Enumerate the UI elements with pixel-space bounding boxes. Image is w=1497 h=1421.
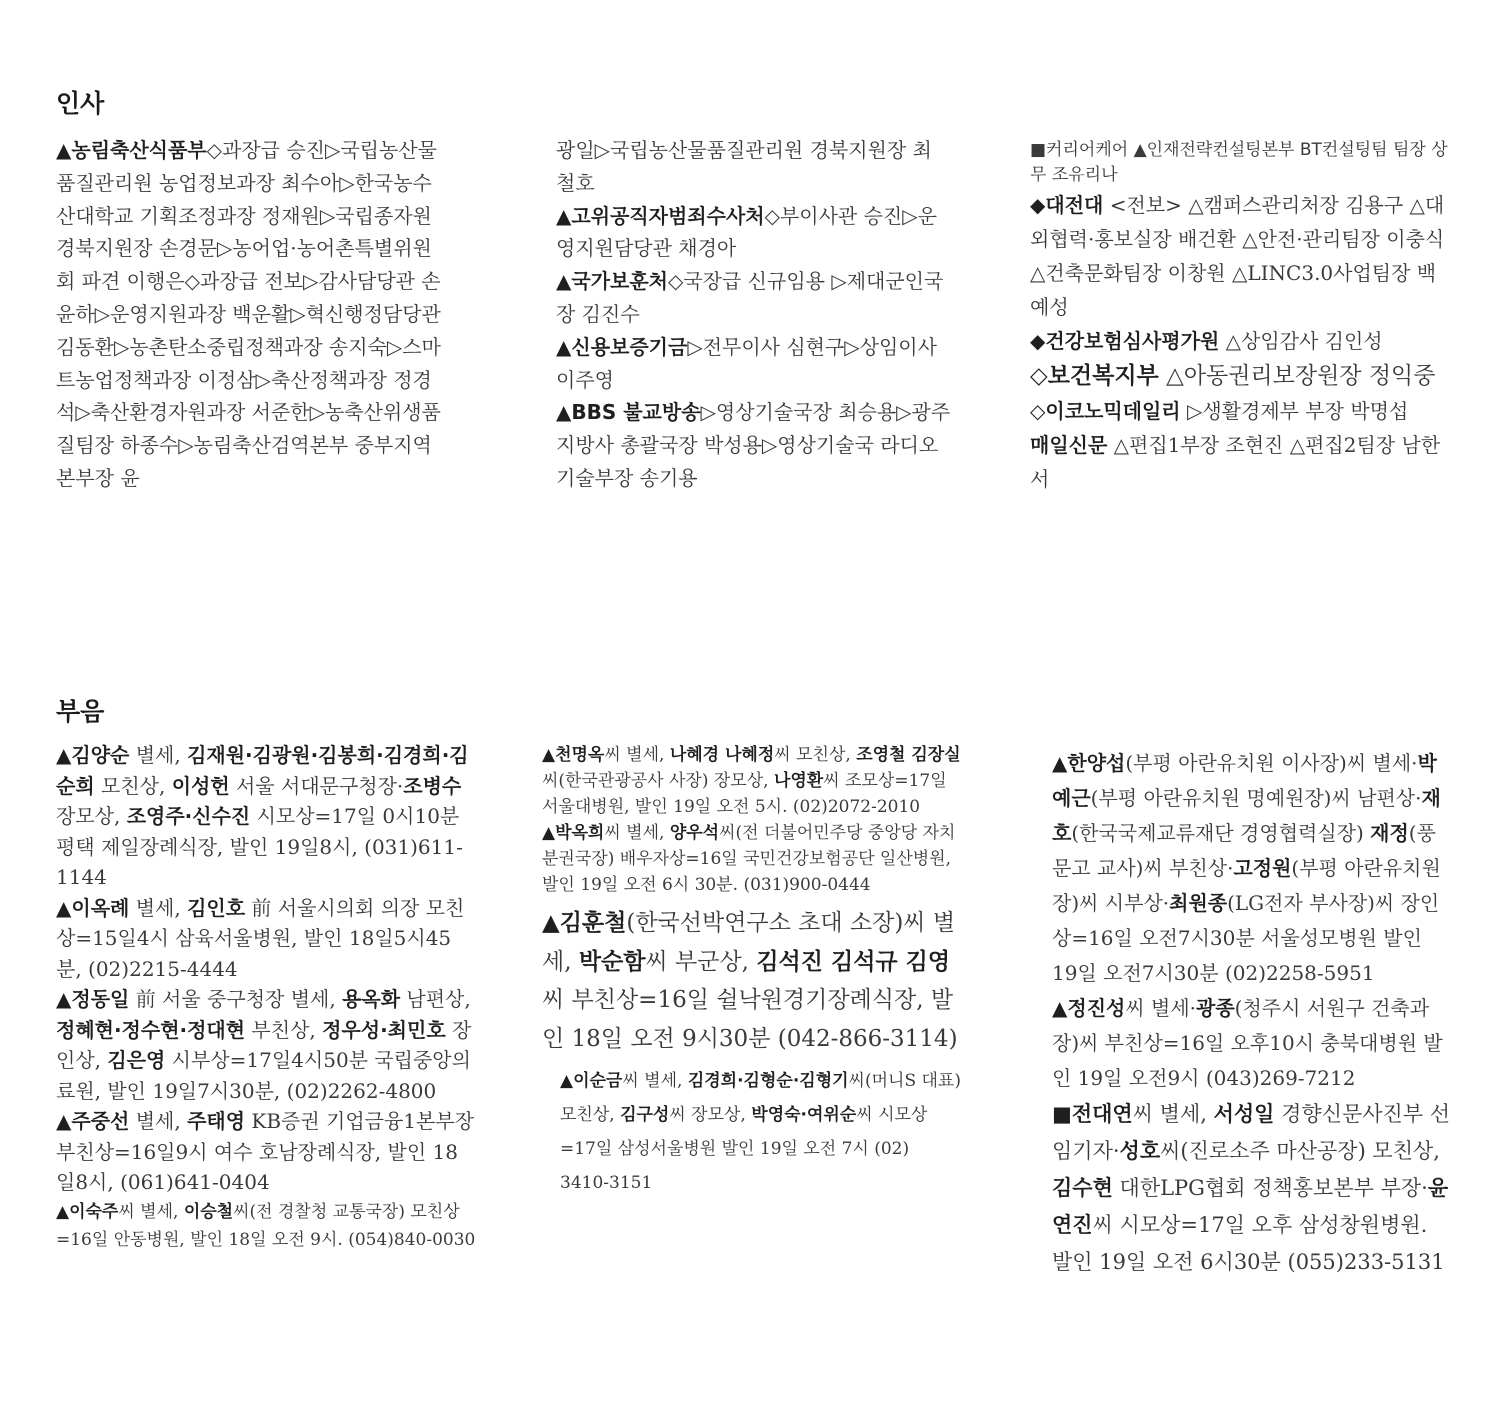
obituary-entry — [542, 742, 962, 820]
obituary-entry — [56, 740, 476, 893]
personnel-entry — [1030, 428, 1450, 496]
org-name: ◇보건복지부 — [1030, 363, 1159, 389]
personnel-entry — [556, 265, 951, 331]
entry-text: (LG전자 부사장)씨 장인상=16일 오전7시30분 서울성모병원 발인 19일 오전7시30분 (02)2258-5951 — [1052, 891, 1440, 985]
entry-text: △편집1부장 조현진 △편집2팀장 남한서 — [1030, 433, 1441, 491]
person-name: 김인호 — [187, 895, 246, 920]
obituary-entry — [56, 984, 476, 1106]
entry-text: 씨 장모상, — [669, 1105, 752, 1125]
entry-text: 씨(전 경찰청 교통국장) 모친상=16일 안동병원, 발인 18일 오전 9시. (054)840-0030 — [56, 1201, 476, 1250]
personnel-column-1 — [56, 134, 451, 495]
entry-text: 광일▷국립농산물품질관리원 경북지원장 최철호 — [556, 138, 932, 195]
entry-text: ◇과장급 승진▷국립농산물품질관리원 농업정보과장 최수아▷한국농수산대학교 기획조정과장 정재원▷국립종자원 경북지원장 손경문▷농어업·농어촌특별위원회 파견 이행은◇과장급 전보▷감사담당관 손윤하▷운영지원과장 백운활▷혁신행정담당관 김동환▷농촌탄소중립정책과장 송지숙▷스마트농업정책과장 이정삼▷축산정책과장 정경석▷축산환경자원과장 서준한▷농축산위생품질팀장 하종수▷농림축산검역본부 중부지역본부장 윤 — [56, 138, 441, 490]
person-name: 윤연진 — [1052, 1176, 1449, 1237]
org-name: ◆대전대 — [1030, 193, 1104, 217]
obituary-entry — [542, 1064, 962, 1200]
org-name: ▲농림축산식품부 — [56, 138, 207, 162]
entry-text: ▷생활경제부 부장 박명섭 — [1180, 399, 1409, 423]
person-name: 김구성 — [620, 1105, 670, 1125]
personnel-entry — [1030, 358, 1450, 394]
person-name: ▲김훈철 — [542, 910, 627, 936]
entry-text: 경향신문사진부 선임기자· — [1052, 1102, 1451, 1163]
person-name: ▲천명옥 — [542, 745, 605, 765]
person-name: ▲정동일 — [56, 987, 130, 1011]
person-name: ▲한양섭 — [1052, 751, 1126, 775]
org-name: ◇이코노믹데일리 — [1030, 399, 1181, 423]
person-name: 용옥화 — [342, 987, 401, 1011]
person-name: 정혜현·정수현·정대현 — [56, 1017, 246, 1042]
personnel-entry — [556, 396, 951, 494]
personnel-section-title: 인사 — [56, 89, 105, 118]
personnel-entry — [556, 331, 951, 397]
entry-text: (청주시 서원구 건축과장)씨 부친상=16일 오후10시 충북대병원 발인 19일 오전9시 (043)269-7212 — [1052, 996, 1443, 1090]
person-name: 재정 — [1370, 821, 1409, 845]
person-name: ▲박옥희 — [542, 823, 605, 843]
org-name: ▲신용보증기금 — [556, 334, 688, 359]
entry-text: <전보> △캠퍼스관리처장 김용구 △대외협력·홍보실장 배건환 △안전·관리팀장 이충식 △건축문화팀장 이창원 △LINC3.0사업팀장 백예성 — [1030, 193, 1445, 319]
personnel-entry — [1030, 324, 1450, 358]
person-name: ▲이숙주 — [56, 1201, 119, 1222]
entry-text: 서울 서대문구청장· — [229, 773, 404, 798]
personnel-entry — [56, 134, 451, 495]
personnel-column-2 — [556, 134, 951, 495]
entry-text: 前 서울시의회 의장 모친상=15일4시 삼육서울병원, 발인 18일5시45분, (02)2215-4444 — [56, 895, 465, 981]
person-name: ▲주중선 — [56, 1109, 130, 1133]
entry-text: 별세, — [129, 895, 188, 920]
person-name: 고정원 — [1233, 856, 1292, 880]
entry-text: 별세, — [129, 1109, 188, 1133]
entry-text: 모친상, — [94, 773, 172, 798]
obituary-entry — [56, 893, 476, 985]
personnel-entry — [556, 200, 951, 266]
entry-text: 대한LPG협회 정책홍보본부 부장· — [1112, 1176, 1428, 1200]
personnel-entry — [1030, 394, 1450, 428]
obituary-entry — [1052, 746, 1452, 991]
personnel-entry — [1030, 188, 1450, 324]
person-name: 정우성·최민호 — [322, 1017, 446, 1042]
entry-text: (한국선박연구소 초대 소장)씨 별세, — [542, 910, 956, 975]
entry-text: 별세, — [129, 743, 188, 767]
obituary-entry — [542, 904, 962, 1058]
entry-text: ◇부이사관 승진▷운영지원담당관 채경아 — [556, 203, 937, 261]
entry-text: KB증권 기업금융1본부장 부친상=16일9시 여수 호남장례식장, 발인 18일8시, (061)641-0404 — [56, 1109, 474, 1194]
person-name: 김은영 — [107, 1048, 166, 1072]
entry-text: 남편상, — [400, 987, 471, 1011]
person-name: 성호 — [1119, 1139, 1161, 1163]
entry-text: 씨 시모상=17일 삼성서울병원 발인 19일 오전 7시 (02) 3410-3151 — [560, 1105, 928, 1193]
entry-text: 前 서울 중구청장 별세, — [129, 987, 343, 1011]
person-name: 서성일 — [1213, 1102, 1275, 1126]
entry-text: 장인상, — [56, 1017, 472, 1072]
person-name: ▲김양순 — [56, 743, 130, 767]
entry-text: ▲인재전략컨설팅본부 BT컨설팅팀 팀장 상무 조유리나 — [1030, 140, 1448, 185]
entry-text: 씨 별세, — [118, 1201, 184, 1222]
person-name: 나혜경 나혜정 — [669, 745, 775, 765]
entry-text: 씨 별세, — [604, 745, 670, 765]
obituary-entry — [56, 1198, 476, 1254]
personnel-entry — [556, 134, 951, 200]
person-name: ▲이옥례 — [56, 895, 130, 920]
obituary-entry — [1052, 991, 1452, 1096]
entry-text: 씨(진로소주 마산공장) 모친상, — [1160, 1139, 1440, 1163]
entry-text: (부평 아란유치원 이사장)씨 별세· — [1125, 751, 1418, 775]
person-name: 박영숙·여위순 — [751, 1105, 857, 1125]
person-name: 재호 — [1052, 786, 1441, 845]
personnel-column-3 — [1030, 138, 1450, 496]
person-name: 이승철 — [183, 1201, 234, 1222]
obituary-entry — [542, 820, 962, 898]
person-name: 광종 — [1196, 996, 1235, 1020]
entry-text: 씨(한국관광공사 사장) 장모상, — [542, 771, 774, 791]
obituaries-column-3 — [1052, 746, 1452, 1281]
org-name: ▲국가보훈처 — [556, 269, 668, 294]
entry-text: (풍문고 교사)씨 부친상· — [1052, 821, 1436, 880]
org-name: ◆건강보험심사평가원 — [1030, 329, 1220, 353]
person-name: 조병수 — [403, 773, 462, 798]
person-name: ▲정진성 — [1052, 996, 1126, 1020]
entry-text: 씨(머니S 대표)모친상, — [560, 1071, 961, 1125]
person-name: 조영주·신수진 — [126, 804, 251, 828]
entry-text: 장모상, — [56, 804, 127, 828]
person-name: ■전대연 — [1052, 1102, 1133, 1126]
entry-text: (한국국제교류재단 경영협력실장) — [1071, 821, 1371, 845]
entry-text: 씨 시모상=17일 오후 삼성창원병원. 발인 19일 오전 6시30분 (055)233-5131 — [1052, 1213, 1445, 1274]
entry-text: 씨 모친상, — [774, 745, 857, 765]
org-name: ▲BBS 불교방송 — [556, 400, 701, 425]
person-name: 이성헌 — [171, 773, 230, 798]
person-name: 양우석 — [669, 823, 720, 843]
person-name: 김경희·김형순·김형기 — [687, 1071, 849, 1091]
entry-text: 씨 조모상=17일 서울대병원, 발인 19일 오전 5시. (02)2072-2010 — [542, 771, 947, 817]
entry-text: ▷영상기술국장 최승용▷광주지방사 총괄국장 박성용▷영상기술국 라디오기술부장 송기용 — [556, 400, 951, 490]
obituaries-column-2 — [542, 742, 962, 1200]
person-name: 김수현 — [1052, 1176, 1113, 1200]
entry-text: ▷전무이사 심현구▷상임이사 이주영 — [556, 334, 937, 392]
obituary-entry — [56, 1106, 476, 1198]
person-name: 김석진 김석규 김영 — [756, 948, 951, 975]
entry-text: 시모상=17일 0시10분 평택 제일장례식장, 발인 19일8시, (031)611-1144 — [56, 804, 463, 889]
entry-text: 씨 별세, — [604, 823, 670, 843]
entry-text: ◇국장급 신규임용 ▷제대군인국장 김진수 — [556, 269, 944, 326]
obituaries-column-1 — [56, 740, 476, 1254]
person-name: ▲이순금 — [560, 1071, 623, 1091]
entry-text: (부평 아란유치원장)씨 시부상· — [1052, 856, 1441, 915]
org-name: ▲고위공직자범죄수사처 — [556, 203, 765, 228]
obituary-entry — [1052, 1096, 1452, 1281]
person-name: 김재원·김광원·김봉희·김경희·김순희 — [56, 743, 469, 798]
person-name: 주태영 — [187, 1109, 246, 1133]
entry-text: (부평 아란유치원 명예원장)씨 남편상· — [1090, 786, 1422, 810]
person-name: 박예근 — [1052, 751, 1437, 810]
person-name: 최원종 — [1169, 891, 1228, 915]
entry-text: 씨 별세· — [1125, 996, 1197, 1020]
person-name: 박순함 — [578, 948, 646, 975]
entry-text: 부친상, — [245, 1017, 323, 1042]
entry-text: 씨 별세, — [622, 1071, 688, 1091]
obituaries-section-title: 부음 — [56, 697, 105, 726]
entry-text: △아동권리보장원장 정익중 — [1158, 363, 1436, 389]
entry-text: 시부상=17일4시50분 국립중앙의료원, 발인 19일7시30분, (02)2262-4800 — [56, 1048, 471, 1103]
entry-text: 씨(전 더불어민주당 중앙당 자치분권국장) 배우자상=16일 국민건강보험공단 일산병원, 발인 19일 오전 6시 30분. (031)900-0444 — [542, 823, 956, 895]
personnel-entry — [1030, 138, 1450, 188]
person-name: 조영철 김장실 — [856, 745, 961, 765]
entry-text: △상임감사 김인성 — [1219, 329, 1383, 353]
entry-text: 씨 별세, — [1132, 1102, 1214, 1126]
org-name: 매일신문 — [1030, 433, 1108, 457]
entry-text: 씨 부친상=16일 쉴낙원경기장례식장, 발인 18일 오전 9시30분 (042-866-3114) — [542, 987, 958, 1052]
org-name: ■커리어케어 — [1030, 140, 1129, 160]
entry-text: 씨 부군상, — [645, 948, 757, 975]
person-name: 나영환 — [773, 771, 824, 791]
